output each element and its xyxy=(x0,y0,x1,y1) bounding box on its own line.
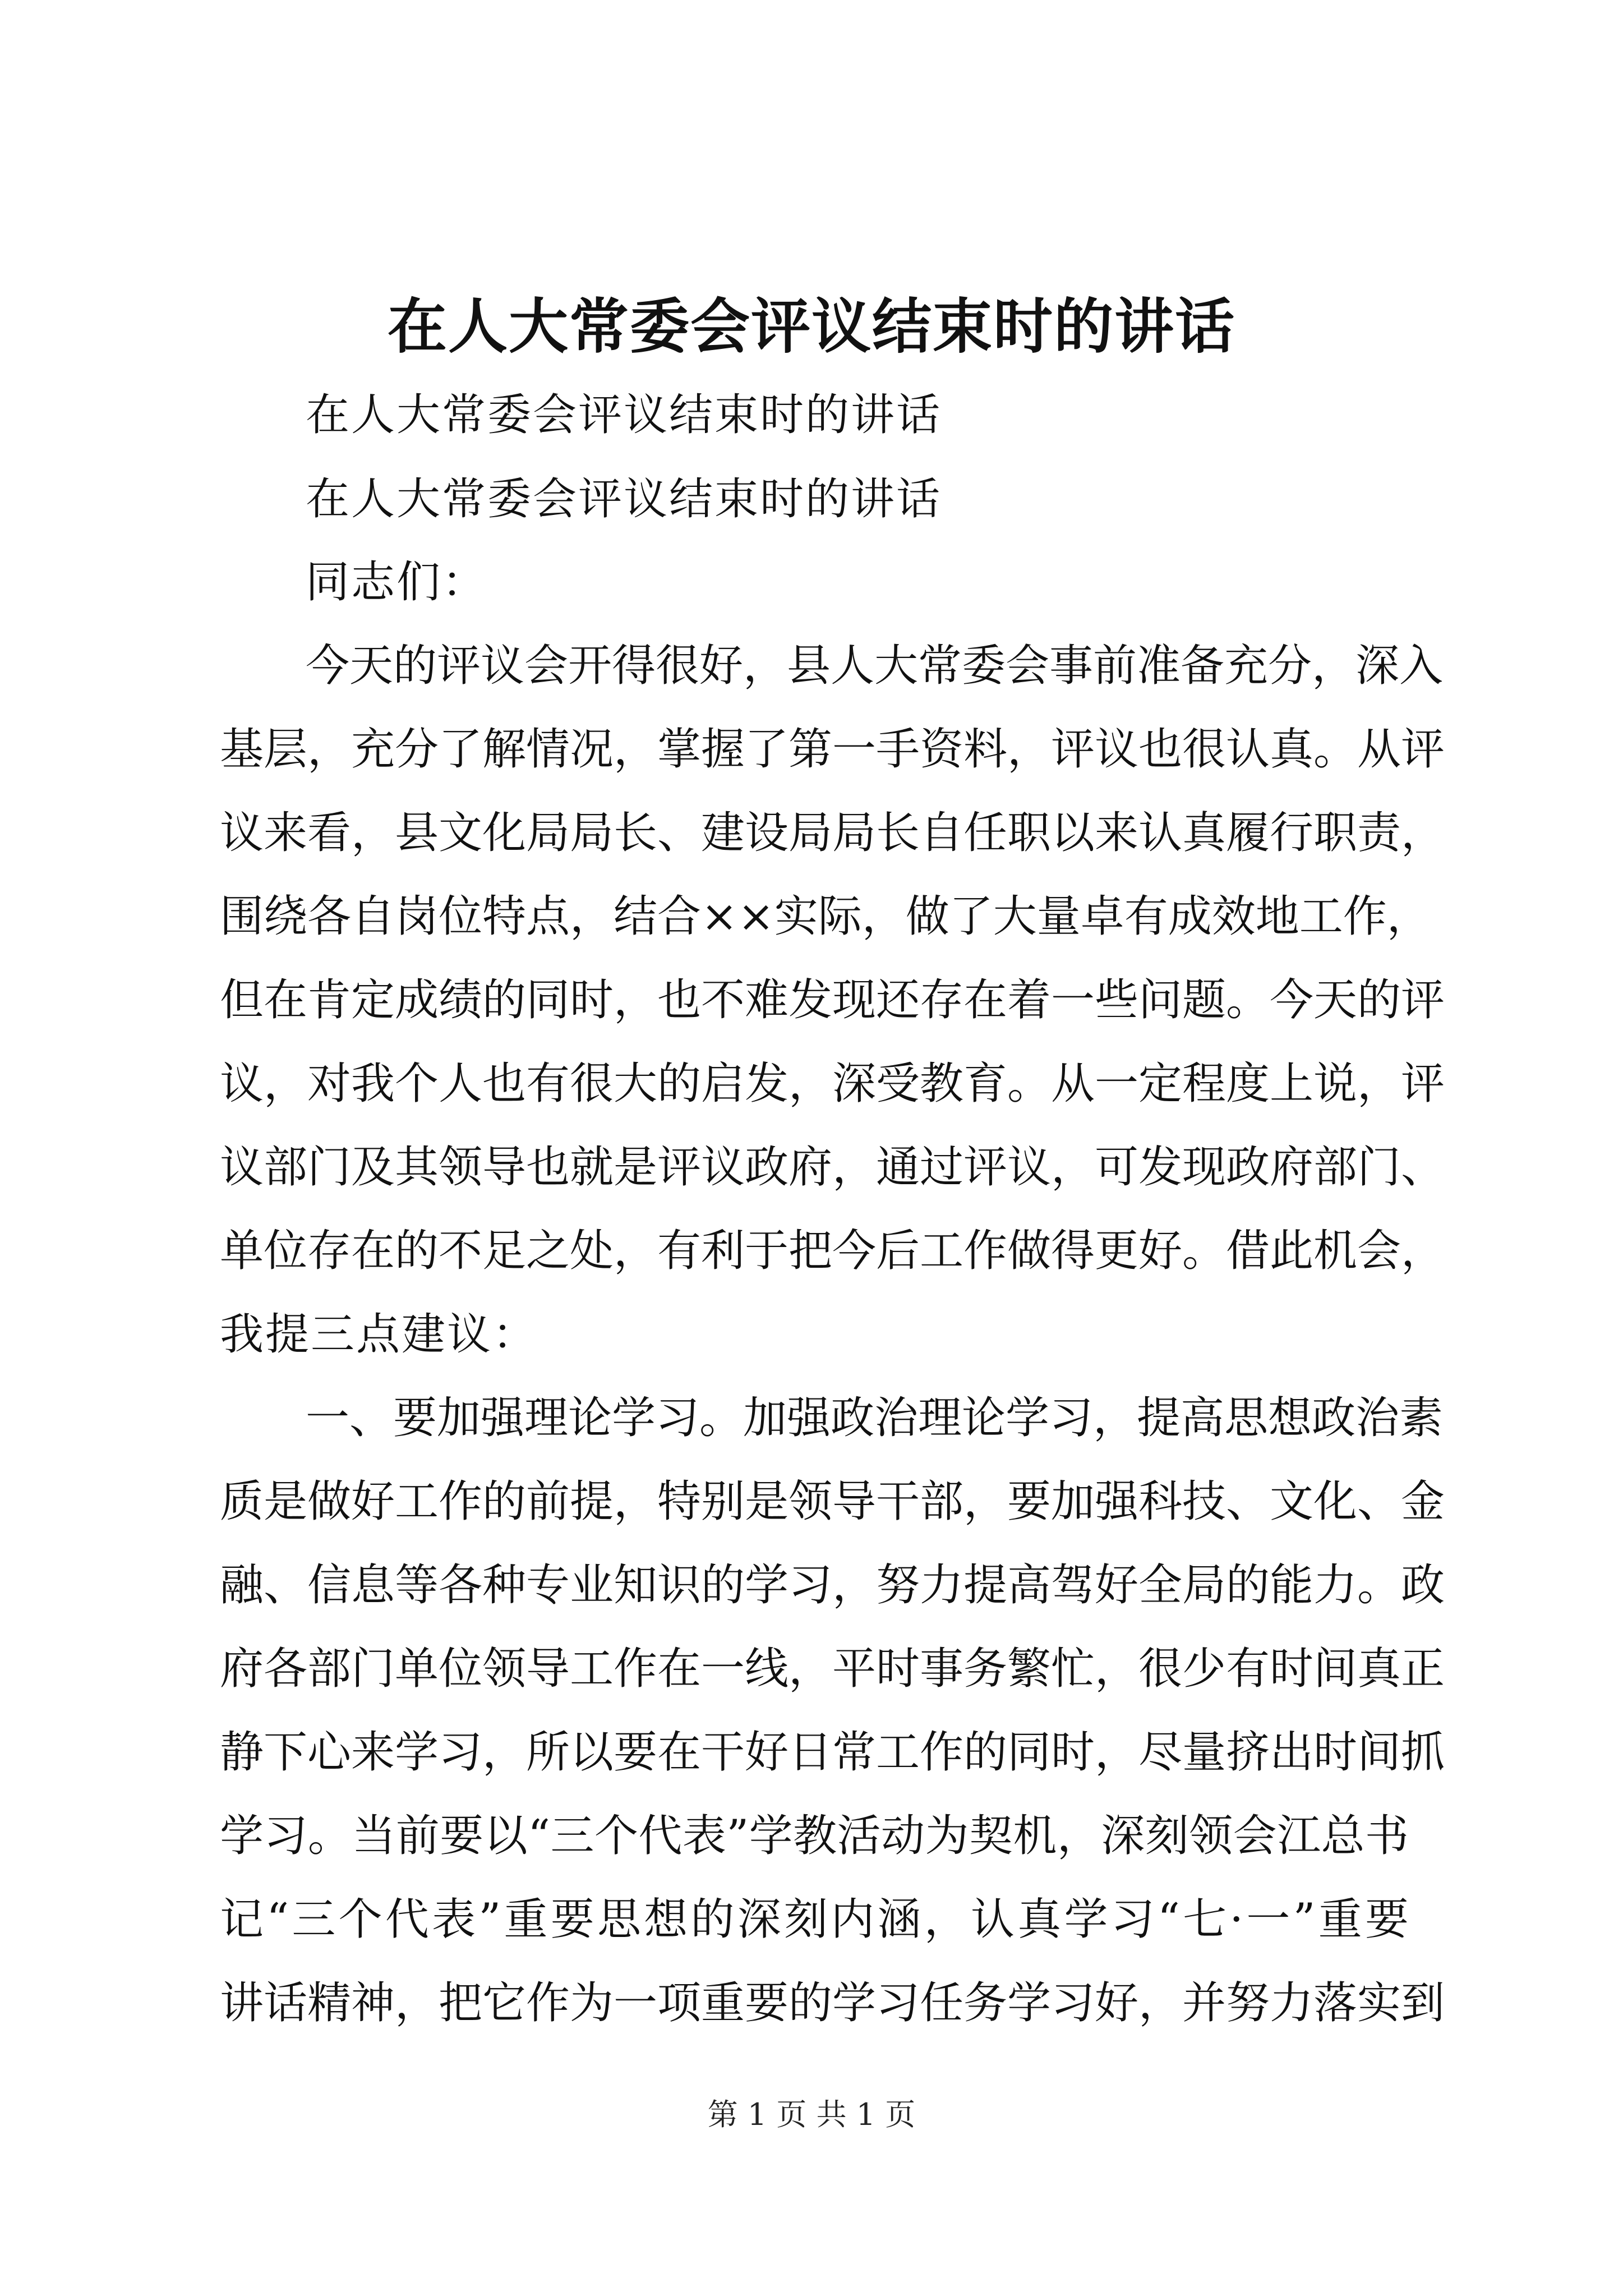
paragraph-1-line: 我提三点建议： xyxy=(220,1309,538,1360)
paragraph-1-line: 围绕各自岗位特点，结合××实际，做了大量卓有成效地工作， xyxy=(220,891,1431,942)
paragraph-2-line: 学习。当前要以“三个代表”学教活动为契机，深刻领会江总书 xyxy=(220,1811,1409,1861)
paragraph-2-line: 记“三个代表”重要思想的深刻内涵，认真学习“七·一”重要 xyxy=(220,1894,1409,1945)
paragraph-1-line: 议部门及其领导也就是评议政府，通过评议，可发现政府部门、 xyxy=(220,1142,1445,1193)
paragraph-2-line: 质是做好工作的前提，特别是领导干部，要加强科技、文化、金 xyxy=(220,1476,1445,1527)
paragraph-2-line: 融、信息等各种专业知识的学习，努力提高驾好全局的能力。政 xyxy=(220,1560,1445,1611)
paragraph-2-line: 讲话精神，把它作为一项重要的学习任务学习好，并努力落实到 xyxy=(220,1978,1445,2028)
paragraph-2-line: 一、要加强理论学习。加强政治理论学习，提高思想政治素 xyxy=(306,1393,1444,1443)
paragraph-1-line: 议来看，县文化局局长、建设局局长自任职以来认真履行职责， xyxy=(220,808,1445,858)
paragraph-1-line: 单位存在的不足之处，有利于把今后工作做得更好。借此机会， xyxy=(220,1226,1445,1276)
subtitle-line: 在人大常委会评议结束时的讲话 xyxy=(306,474,942,524)
subtitle-line: 在人大常委会评议结束时的讲话 xyxy=(306,390,942,440)
paragraph-2-line: 府各部门单位领导工作在一线，平时事务繁忙，很少有时间真正 xyxy=(220,1644,1445,1694)
paragraph-1-line: 议，对我个人也有很大的启发，深受教育。从一定程度上说，评 xyxy=(220,1059,1445,1109)
document-title: 在人大常委会评议结束时的讲话 xyxy=(388,291,1235,361)
greeting: 同志们： xyxy=(306,557,488,608)
paragraph-1-line: 基层，充分了解情况，掌握了第一手资料，评议也很认真。从评 xyxy=(220,724,1445,775)
paragraph-2-line: 静下心来学习，所以要在干好日常工作的同时，尽量挤出时间抓 xyxy=(220,1727,1445,1778)
paragraph-1-line: 今天的评议会开得很好，县人大常委会事前准备充分，深入 xyxy=(306,641,1444,691)
paragraph-1-line: 但在肯定成绩的同时，也不难发现还存在着一些问题。今天的评 xyxy=(220,975,1445,1025)
page-footer: 第 1 页 共 1 页 xyxy=(707,2097,916,2132)
